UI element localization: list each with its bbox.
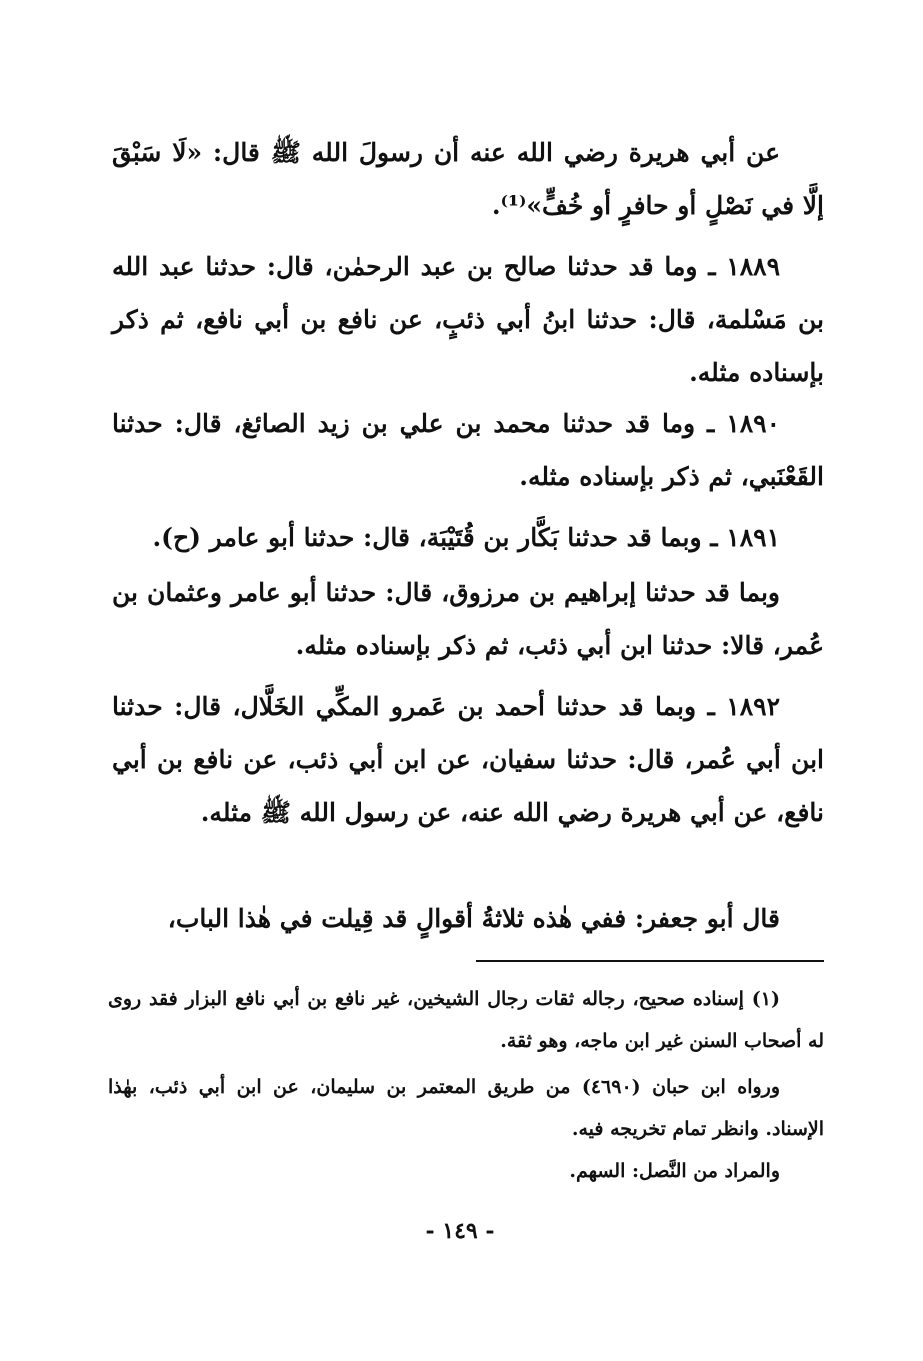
page-number: - ١٤٩ -	[425, 1218, 495, 1244]
footnote-1: (١) إسناده صحيح، رجاله ثقات رجال الشيخين، غير نافع بن أبي نافع البزار فقد روى له أصحاب السنن غير ابن ماجه، وهو ثقة.	[108, 988, 824, 1052]
paragraph-1889: ١٨٨٩ ـ وما قد حدثنا صالح بن عبد الرحمٰن، قال: حدثنا عبد الله بن مَسْلمة، قال: حدثنا ابنُ أبي ذئبٍ، عن نافع بن أبي نافع، ثم ذكر بإسناده مثله.	[112, 252, 824, 387]
paragraph-1890: ١٨٩٠ ـ وما قد حدثنا محمد بن علي بن زيد الصائغ، قال: حدثنا القَعْنَبي، ثم ذكر بإسناده مثله.	[112, 409, 824, 491]
paragraph-1891: ١٨٩١ ـ وبما قد حدثنا بَكَّار بن قُتَيْبَة، قال: حدثنا أبو عامر (ح).	[152, 523, 780, 552]
footnote-1-note: والمراد من النَّصل: السهم.	[569, 1160, 780, 1182]
paragraph-hadith-text: عن أبي هريرة رضي الله عنه أن رسولَ الله ﷺ قال: «لَا سَبْقَ إلَّا في نَصْلٍ أو حافرٍ أو خُفٍّ»⁽¹⁾.	[112, 138, 824, 220]
footnote-separator	[476, 960, 824, 962]
paragraph-1892: ١٨٩٢ ـ وبما قد حدثنا أحمد بن عَمرو المكِّي الخَلَّال، قال: حدثنا ابن أبي عُمر، قال: حدثنا سفيان، عن ابن أبي ذئب، عن نافع بن أبي نافع، عن أبي هريرة رضي الله عنه، عن رسول الله ﷺ مثله.	[112, 692, 824, 827]
paragraph-abu-jafar: قال أبو جعفر: ففي هٰذه ثلاثةُ أقوالٍ قد قِيلت في هٰذا الباب،	[167, 904, 780, 933]
paragraph-chain-continuation: وبما قد حدثنا إبراهيم بن مرزوق، قال: حدثنا أبو عامر وعثمان بن عُمر، قالا: حدثنا ابن أبي ذئب، ثم ذكر بإسناده مثله.	[112, 578, 824, 660]
footnote-1-continuation: ورواه ابن حبان (٤٦٩٠) من طريق المعتمر بن سليمان، عن ابن أبي ذئب، بهٰذا الإسناد. وانظر تمام تخريجه فيه.	[108, 1076, 824, 1140]
